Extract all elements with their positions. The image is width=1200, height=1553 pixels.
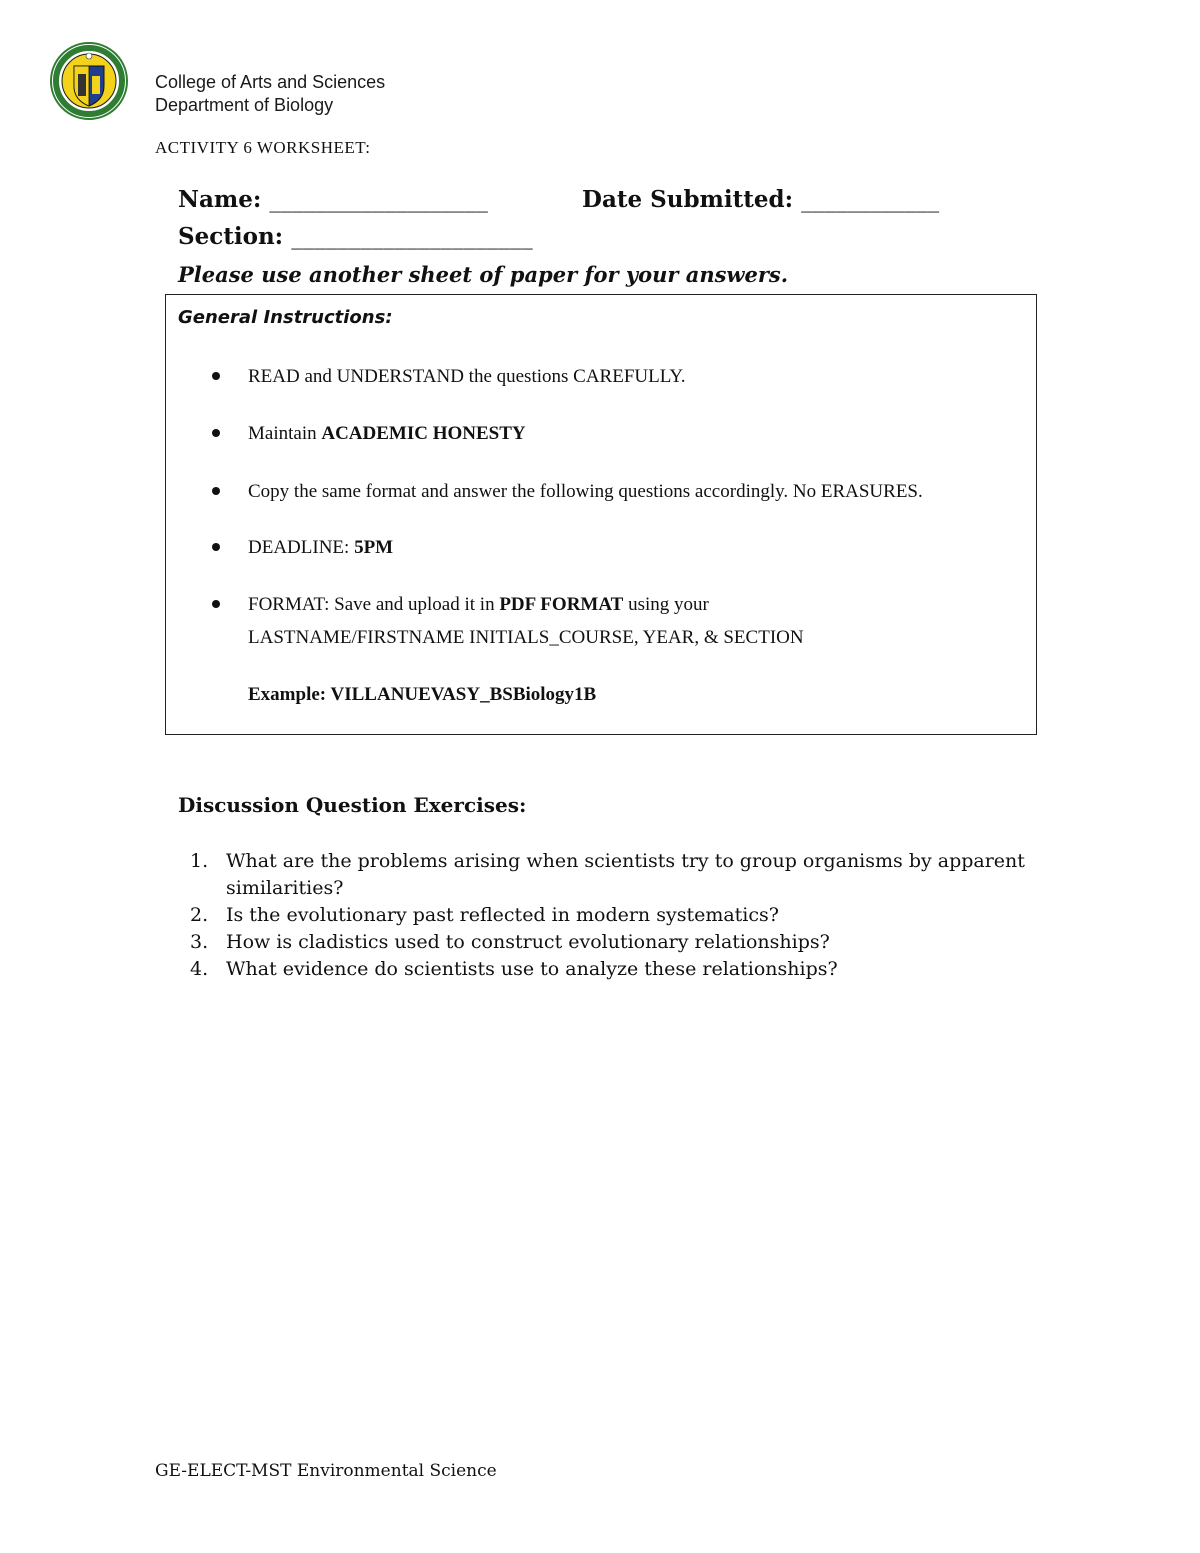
college-name: College of Arts and Sciences bbox=[155, 72, 386, 92]
list-item bbox=[190, 929, 1050, 956]
question-number: 2. bbox=[190, 904, 209, 926]
college-heading bbox=[155, 71, 385, 117]
name-label: Name: bbox=[178, 186, 262, 213]
bullet-icon bbox=[212, 543, 220, 551]
name-field bbox=[178, 186, 488, 213]
bullet-icon bbox=[212, 600, 220, 608]
page-footer: GE-ELECT-MST Environmental Science bbox=[155, 1461, 497, 1481]
instruction-honesty-prefix: Maintain bbox=[248, 423, 322, 444]
instruction-format-copy-text: Copy the same format and answer the following questions accordingly. No ERASURES. bbox=[248, 481, 923, 502]
department-name: Department of Biology bbox=[155, 95, 334, 115]
list-item bbox=[190, 902, 1050, 929]
answer-sheet-note: Please use another sheet of paper for your answers. bbox=[178, 262, 789, 287]
instruction-honesty-bold: ACADEMIC HONESTY bbox=[321, 423, 526, 444]
date-submitted-field bbox=[582, 186, 939, 213]
instruction-file-format-prefix: FORMAT: Save and upload it in bbox=[248, 594, 500, 615]
instruction-deadline bbox=[248, 531, 1018, 564]
instructions-title: General Instructions: bbox=[178, 307, 393, 328]
bullet-icon bbox=[212, 487, 220, 495]
instruction-example: Example: VILLANUEVASY_BSBiology1B bbox=[248, 684, 597, 705]
list-item bbox=[190, 956, 1050, 983]
bullet-icon bbox=[212, 429, 220, 437]
question-number: 4. bbox=[190, 958, 209, 980]
list-item bbox=[190, 848, 1050, 902]
question-number: 1. bbox=[190, 850, 209, 872]
instruction-file-format-line2: LASTNAME/FIRSTNAME INITIALS_COURSE, YEAR, & SECTION bbox=[248, 627, 804, 648]
instruction-file-format-suffix: using your bbox=[623, 594, 709, 615]
general-instructions-box bbox=[165, 294, 1037, 735]
instruction-read bbox=[248, 360, 1018, 393]
section-field bbox=[178, 223, 533, 250]
bullet-icon bbox=[212, 372, 220, 380]
section-label: Section: bbox=[178, 223, 284, 250]
activity-title: ACTIVITY 6 WORKSHEET: bbox=[155, 138, 371, 157]
date-submitted-label: Date Submitted: bbox=[582, 186, 794, 213]
instruction-honesty bbox=[248, 417, 1018, 450]
section-blank: _____________________ bbox=[291, 224, 533, 250]
discussion-title: Discussion Question Exercises: bbox=[178, 793, 527, 817]
instruction-format-copy bbox=[248, 475, 1018, 508]
instruction-file-format bbox=[248, 588, 1018, 711]
question-number: 3. bbox=[190, 931, 209, 953]
date-submitted-blank: ____________ bbox=[801, 187, 940, 213]
instruction-file-format-bold: PDF FORMAT bbox=[499, 594, 624, 615]
university-seal-icon bbox=[50, 42, 128, 120]
instruction-deadline-bold: 5PM bbox=[354, 537, 394, 558]
instruction-deadline-prefix: DEADLINE: bbox=[248, 537, 355, 558]
discussion-question-list bbox=[190, 848, 1050, 983]
instruction-read-text: READ and UNDERSTAND the questions CAREFULLY. bbox=[248, 366, 686, 387]
question-text: What are the problems arising when scientists try to group organisms by apparent similarities? bbox=[226, 850, 1025, 899]
question-text: How is cladistics used to construct evolutionary relationships? bbox=[226, 931, 830, 953]
question-text: What evidence do scientists use to analyze these relationships? bbox=[226, 958, 838, 980]
question-text: Is the evolutionary past reflected in modern systematics? bbox=[226, 904, 779, 926]
name-blank: ___________________ bbox=[269, 187, 488, 213]
